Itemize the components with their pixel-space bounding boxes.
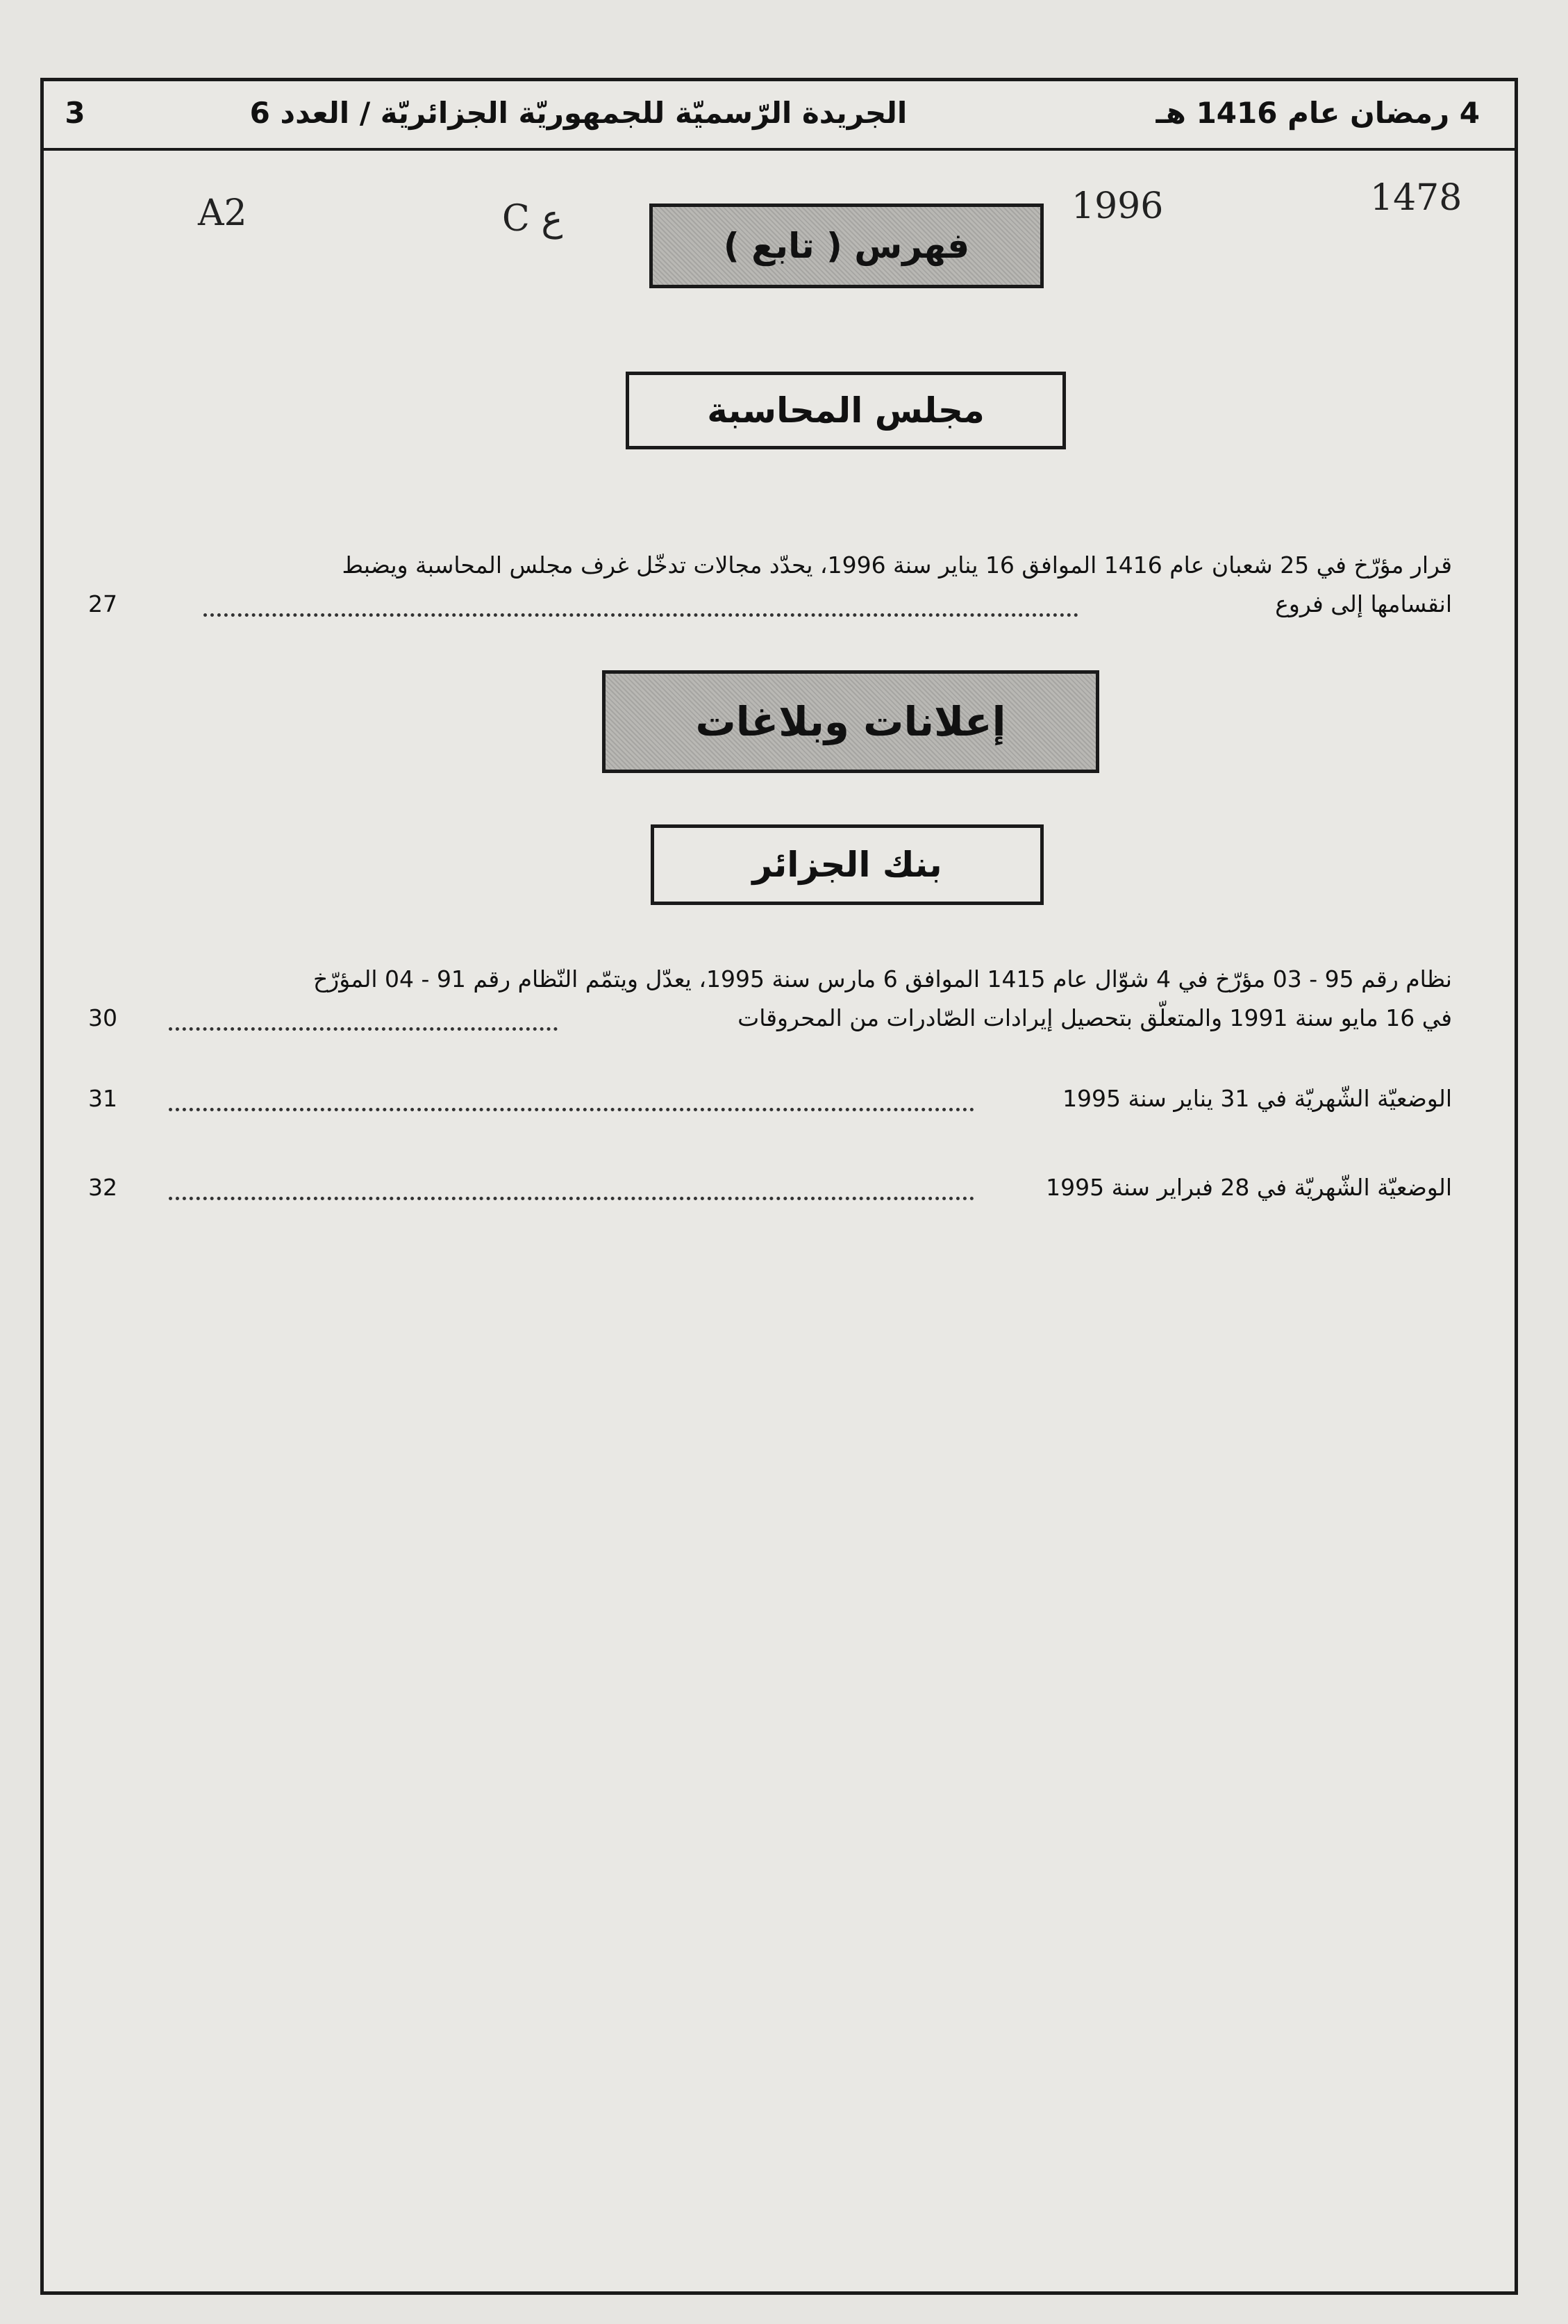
handwritten-note-year: 1996 <box>1071 185 1164 227</box>
entry-monthly-status-february: الوضعيّة الشّهريّة في 28 فبراير سنة 1995 <box>1046 1174 1452 1201</box>
handwritten-note-middle: C ع <box>502 198 563 240</box>
section-heading-court-of-accounts: مجلس المحاسبة <box>626 372 1066 449</box>
index-title-box: فهرس ( تابع ) <box>649 204 1044 288</box>
entry-regulation-line-2: في 16 مايو سنة 1991 والمتعلّق بتحصيل إيرادات الصّادرات من المحروقات <box>737 1004 1452 1031</box>
entry-court-decision-line-2: انقسامها إلى فروع <box>1275 590 1452 617</box>
leader-dots <box>169 1197 974 1200</box>
handwritten-note-right: 1478 <box>1370 177 1462 219</box>
page-ref-30: 30 <box>88 1004 117 1031</box>
page-ref-27: 27 <box>88 590 117 617</box>
entry-court-decision-line-1: قرار مؤرّخ في 25 شعبان عام 1416 الموافق 16 يناير سنة 1996، يحدّد مجالات تدخّل غرف مجلس المحاسبة ويضبط <box>342 551 1452 579</box>
header-rule <box>44 148 1515 151</box>
section-heading-bank-of-algeria: بنك الجزائر <box>651 824 1044 905</box>
header-date: 4 رمضان عام 1416 هـ <box>1156 96 1480 130</box>
entry-monthly-status-january: الوضعيّة الشّهريّة في 31 يناير سنة 1995 <box>1062 1085 1452 1112</box>
section-heading-announcements: إعلانات وبلاغات <box>602 670 1099 773</box>
page-ref-31: 31 <box>88 1085 117 1112</box>
page-ref-32: 32 <box>88 1174 117 1201</box>
handwritten-note-left: A2 <box>198 192 247 234</box>
leader-dots <box>169 1108 974 1111</box>
page-frame <box>40 78 1518 2295</box>
leader-dots <box>169 1027 558 1031</box>
entry-regulation-line-1: نظام رقم 95 - 03 مؤرّخ في 4 شوّال عام 1415 الموافق 6 مارس سنة 1995، يعدّل ويتمّم النّظام رقم 91 - 04 المؤرّخ <box>312 965 1452 993</box>
leader-dots <box>203 613 1078 617</box>
page-number: 3 <box>65 96 85 130</box>
journal-title: الجريدة الرّسميّة للجمهوريّة الجزائريّة / العدد 6 <box>249 96 908 130</box>
